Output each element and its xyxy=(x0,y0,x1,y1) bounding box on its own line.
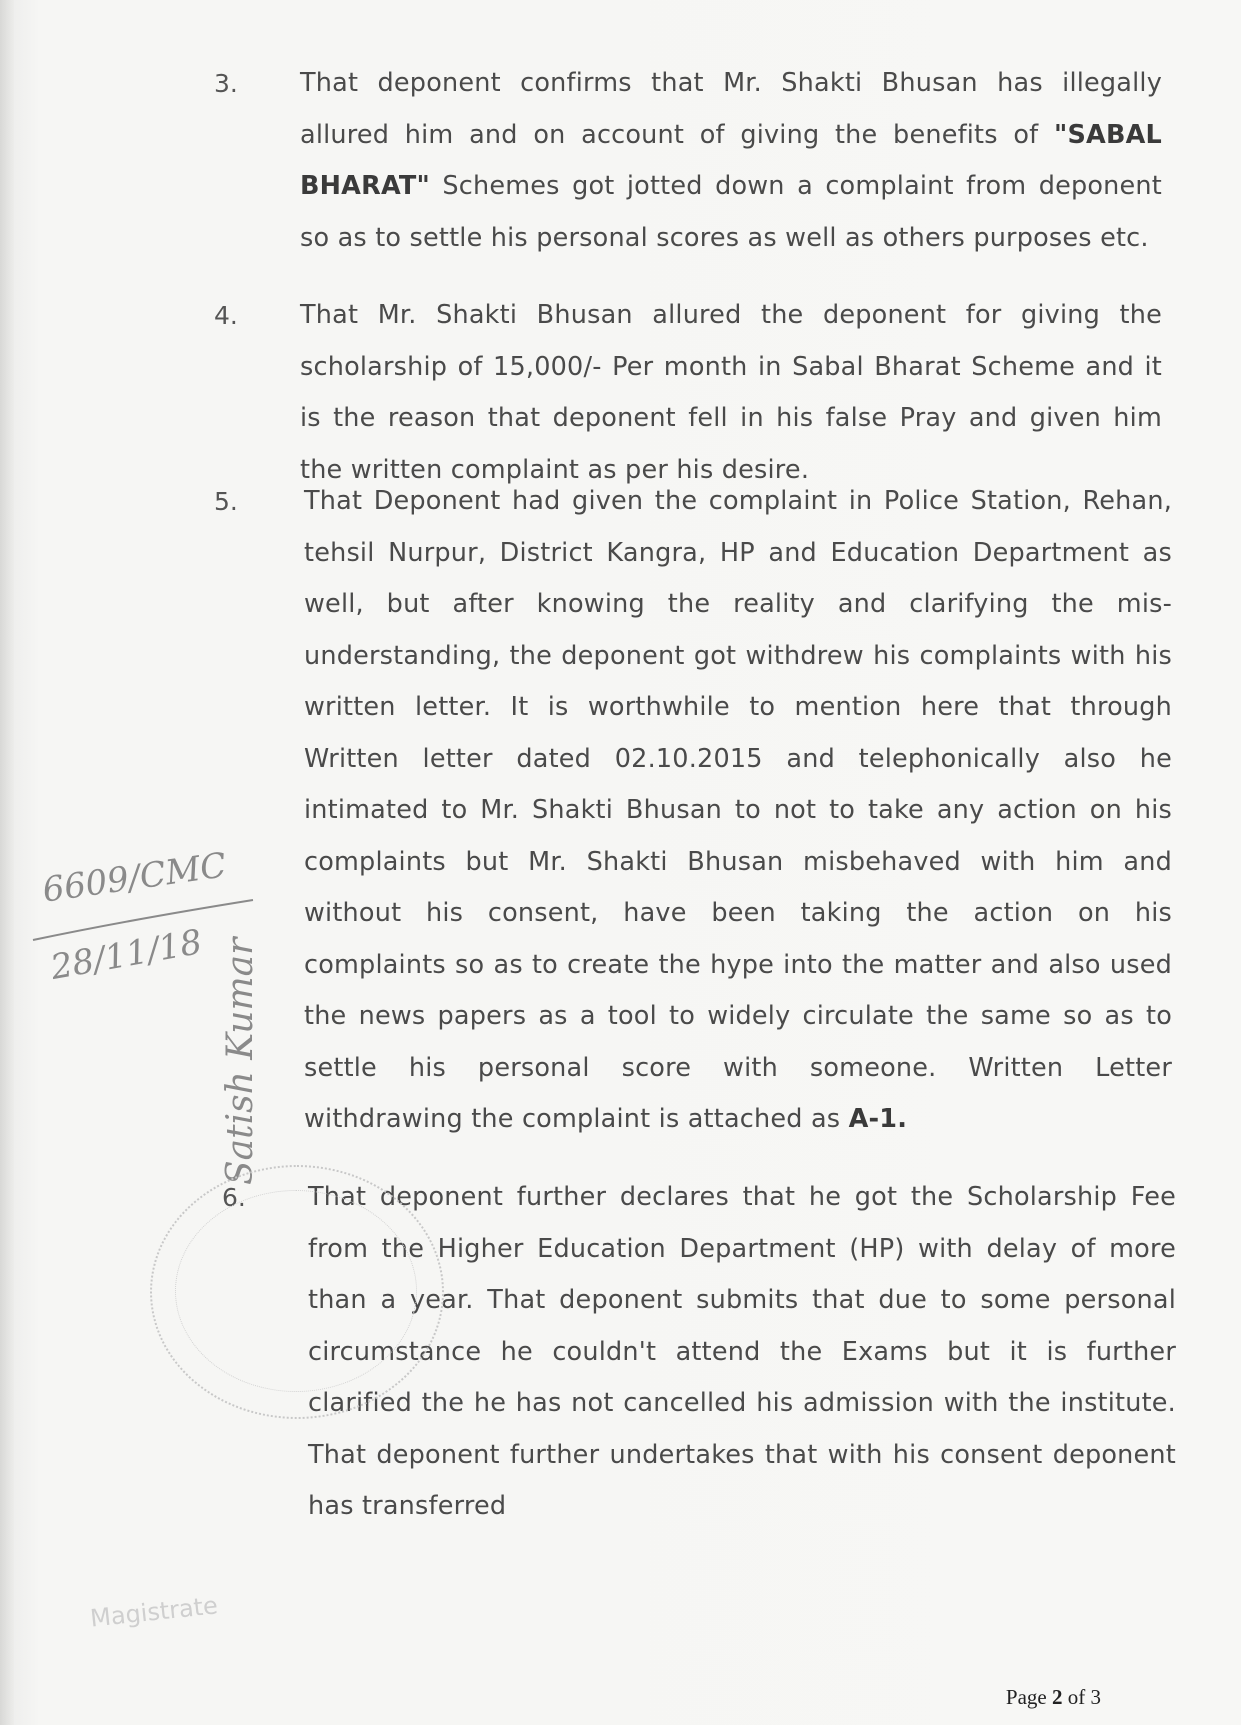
paragraph-number: 3. xyxy=(214,69,238,98)
text-segment: That deponent confirms that Mr. Shakti Bhusan has illegally allured him and on account of giving the benefits of xyxy=(300,68,1162,150)
current-page: 2 xyxy=(1052,1685,1063,1709)
paragraph-text xyxy=(300,290,1162,496)
page-number-footer xyxy=(1006,1685,1101,1710)
date-handwritten: 28/11/18 xyxy=(47,922,206,988)
paragraph-text xyxy=(304,476,1172,1146)
paragraph-number: 5. xyxy=(214,487,238,516)
text-segment: That Mr. Shakti Bhusan allured the deponent for giving the scholarship of 15,000/- Per month in Sabal Bharat Scheme and it is the reason that deponent fell in his false Pray and given him the written complaint as per his desire. xyxy=(300,300,1162,485)
bold-segment: "SABAL BHARAT" xyxy=(300,119,1162,201)
text-segment: Schemes got jotted down a complaint from deponent so as to settle his personal scores as well as others purposes etc. xyxy=(300,171,1162,253)
paragraph-text xyxy=(308,1172,1176,1533)
seal-stamp-inner xyxy=(175,1190,417,1392)
paragraph-number: 6. xyxy=(222,1183,246,1212)
scan-edge xyxy=(0,0,14,1725)
stamp-text: Magistrate xyxy=(88,1591,220,1633)
text-segment: That deponent further declares that he got the Scholarship Fee from the Higher Education Department (HP) with delay of more than a year. That deponent submits that due to some personal circumstance he couldn't attend the Exams but it is further clarified the he has not cancelled his admission with the institute. That deponent further undertakes that with his consent deponent has transferred xyxy=(308,1182,1176,1521)
paragraph-number: 4. xyxy=(214,301,238,330)
text-segment: That Deponent had given the complaint in Police Station, Rehan, tehsil Nurpur, District Kangra, HP and Education Department as well, but after knowing the reality and clarifying the mis-understanding, the deponent got withdrew his complaints with his written letter. It is worthwhile to mention here that through Written letter dated 02.10.2015 and telephonically also he intimated to Mr. Shakti Bhusan to not to take any action on his complaints but Mr. Shakti Bhusan misbehaved with him and without his consent, have been taking the action on his complaints so as to create the hype into the matter and also used the news papers as a tool to widely circulate the same so as to settle his personal score with someone. Written Letter withdrawing the complaint is attached as xyxy=(304,486,1172,1134)
page-label: Page xyxy=(1005,1685,1047,1709)
bold-segment: A-1. xyxy=(848,1104,908,1134)
diary-number-handwritten: 6609/CMC xyxy=(40,845,229,911)
of-label: of xyxy=(1067,1685,1086,1709)
total-pages: 3 xyxy=(1090,1685,1101,1709)
signature-text: Satish Kumar xyxy=(220,937,261,1185)
paragraph-text xyxy=(300,58,1162,264)
